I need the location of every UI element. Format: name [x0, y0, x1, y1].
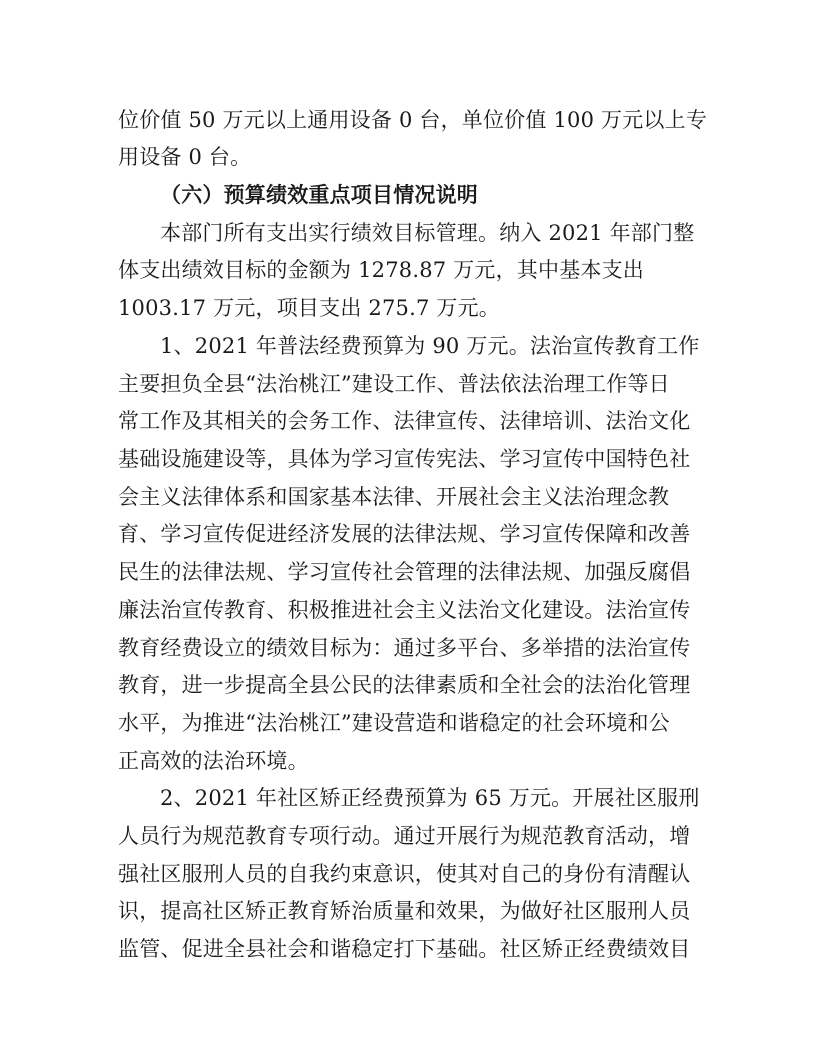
text-line: 水平，为推进“法治桃江”建设营造和谐稳定的社会环境和公 [118, 711, 670, 735]
text-line: 监管、促进全县社会和谐稳定打下基础。社区矫正经费绩效目 [118, 937, 691, 961]
text-line: 育、学习宣传促进经济发展的法律法规、学习宣传保障和改善 [118, 522, 691, 546]
text-line: 体支出绩效目标的金额为 1278.87 万元，其中基本支出 [118, 258, 644, 282]
text-line: 会主义法律体系和国家基本法律、开展社会主义法治理念教 [118, 485, 670, 509]
text-line: 民生的法律法规、学习宣传社会管理的法律法规、加强反腐倡 [118, 560, 691, 584]
paragraph-first-line: 1、2021 年普法经费预算为 90 万元。法治宣传教育工作 [160, 334, 700, 358]
paragraph-first-line: 本部门所有支出实行绩效目标管理。纳入 2021 年部门整 [160, 221, 695, 245]
text-line: 用设备 0 台。 [118, 145, 252, 169]
text-line: 识，提高社区矫正教育矫治质量和效果，为做好社区服刑人员 [118, 899, 691, 923]
text-line: 正高效的法治环境。 [118, 749, 309, 773]
text-line: 教育，进一步提高全县公民的法律素质和全社会的法治化管理 [118, 673, 691, 697]
text-line: 基础设施建设等，具体为学习宣传宪法、学习宣传中国特色社 [118, 447, 691, 471]
text-line: 强社区服刑人员的自我约束意识，使其对自己的身份有清醒认 [118, 862, 691, 886]
text-line: 主要担负全县“法治桃江”建设工作、普法依法治理工作等日 [118, 372, 670, 396]
text-line: 教育经费设立的绩效目标为：通过多平台、多举措的法治宣传 [118, 636, 691, 660]
paragraph-first-line: 2、2021 年社区矫正经费预算为 65 万元。开展社区服刑 [160, 786, 700, 810]
text-line: 1003.17 万元，项目支出 275.7 万元。 [118, 296, 500, 320]
section-heading: （六）预算绩效重点项目情况说明 [160, 183, 478, 207]
text-line: 廉法治宣传教育、积极推进社会主义法治文化建设。法治宣传 [118, 598, 691, 622]
text-line: 位价值 50 万元以上通用设备 0 台，单位价值 100 万元以上专 [118, 108, 708, 132]
text-line: 常工作及其相关的会务工作、法律宣传、法律培训、法治文化 [118, 409, 691, 433]
text-line: 人员行为规范教育专项行动。通过开展行为规范教育活动，增 [118, 824, 691, 848]
